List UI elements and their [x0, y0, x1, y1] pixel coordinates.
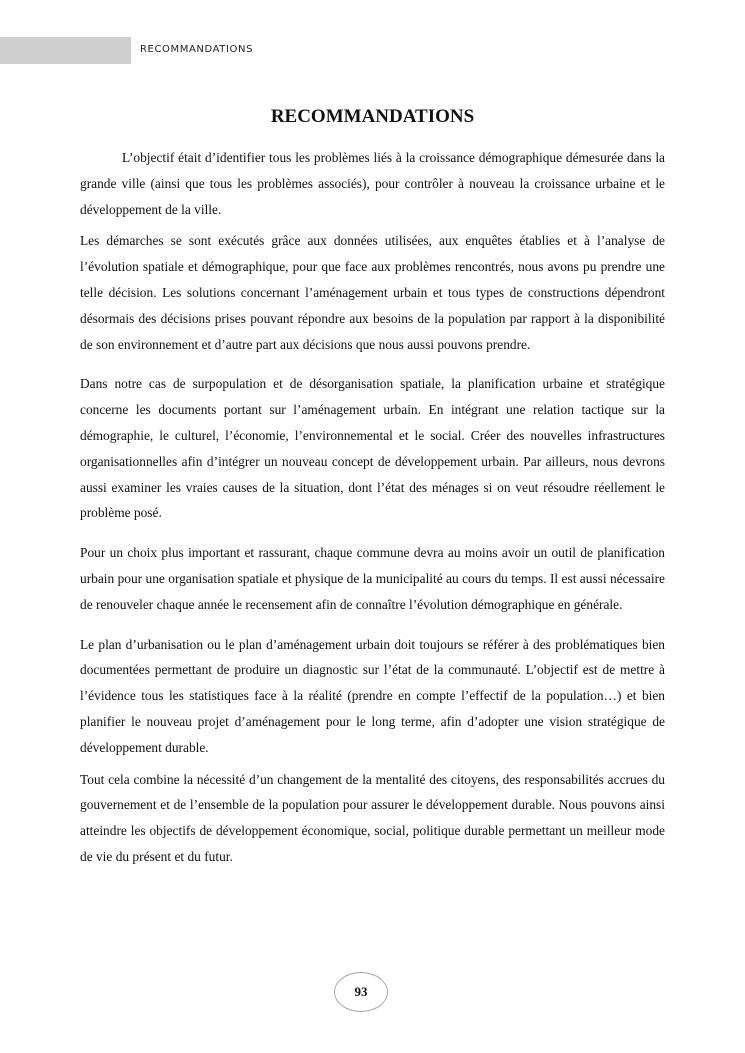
paragraph-approach: Les démarches se sont exécutés grâce aux données utilisées, aux enquêtes établies et à l’analyse de l’évolution spatiale et démographique, pour que face aux problèmes rencontrés, nous avons pu prendre une telle décision. Les solutions concernant l’aménagement urbain et tous types de constructions dépendront désormais des décisions prises pouvant répondre aux besoins de la population par rapport à la disponibilité de son environnement et d’autre part aux décisions que nous aussi pouvons prendre.	[80, 233, 665, 352]
paragraph-conclusion: Tout cela combine la nécessité d’un changement de la mentalité des citoyens, des responsabilités accrues du gouvernement et de l’ensemble de la population pour assurer le développement durable. Nous pouvons ainsi atteindre les objectifs de développement économique, social, politique durable permettant un meilleur mode de vie du présent et du futur.	[80, 771, 665, 864]
paragraph-planning: Dans notre cas de surpopulation et de désorganisation spatiale, la planification urbaine et stratégique concerne les documents portant sur l’aménagement urbain. En intégrant une relation tactique sur la démographie, le culturel, l’économie, l’environnemental et le social. Créer des nouvelles infrastructures organisationnelles afin d’intégrer un nouveau concept de développement urbain. Par ailleurs, nous devrons aussi examiner les vraies causes de la situation, dont l’état des ménages si on veut résoudre réellement le problème posé.	[80, 376, 665, 521]
paragraph-urban-plan: Le plan d’urbanisation ou le plan d’aménagement urbain doit toujours se référer à des problématiques bien documentées permettant de produire un diagnostic sur l’état de la communauté. L’objectif est de mettre à l’évidence tous les statistiques face à la réalité (prendre en compte l’effectif de la population…) et bien planifier le nouveau projet d’aménagement pour le long terme, afin d’adopter une vision stratégique de développement durable.	[80, 636, 665, 755]
header-bar	[0, 37, 131, 64]
page-title: RECOMMANDATIONS	[270, 106, 475, 127]
page-number: 93	[334, 972, 388, 1012]
paragraph-objective: L’objectif était d’identifier tous les problèmes liés à la croissance démographique démesurée dans la grande ville (ainsi que tous les problèmes associés), pour contrôler à nouveau la croissance urbaine et le développement de la ville.	[80, 150, 665, 217]
paragraph-municipal-tools: Pour un choix plus important et rassurant, chaque commune devra au moins avoir un outil de planification urbain pour une organisation spatiale et physique de la municipalité au cours du temps. Il est aussi nécessaire de renouveler chaque année le recensement afin de connaître l’évolution démographique en générale.	[80, 545, 665, 612]
running-header: RECOMMANDATIONS	[140, 44, 254, 55]
body-text	[80, 145, 665, 870]
